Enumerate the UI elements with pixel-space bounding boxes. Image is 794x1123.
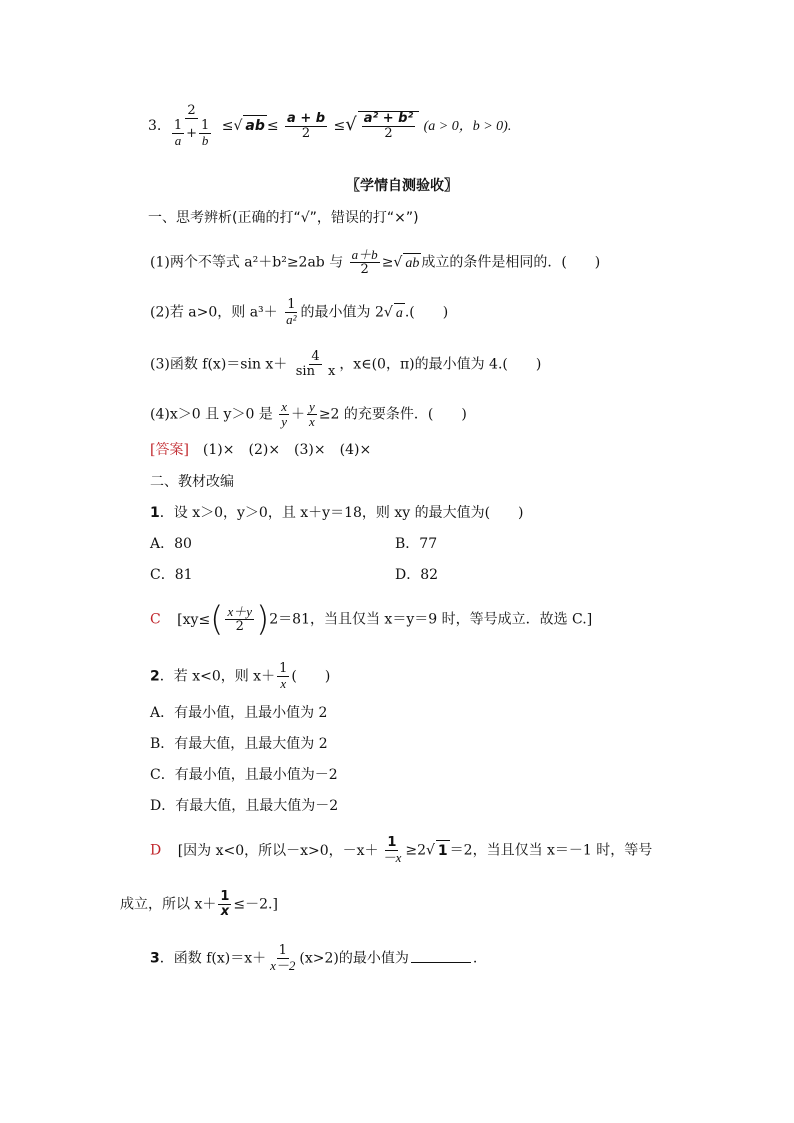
problem-3-stem: 3．函数 f(x)＝x＋ $\frac{1}{x-2}$ (x>2)的最小值为 .: [150, 943, 478, 973]
problem-2-option-b: B．有最大值，且最大值为 2: [150, 736, 328, 752]
problem-1-solution: C [xy≤( $\frac{x+y}{2}$ )2＝81，当且仅当 x＝y＝9 时，等号成立．故选 C.]: [150, 599, 593, 640]
problem-2-solution: D [因为 x<0，所以－x>0，－x＋ $\frac{1}{-x}$ ≥2√ 1 ＝2，当且仅当 x＝－1 时，等号: [150, 835, 653, 865]
problem-1-option-a: A．80: [150, 536, 192, 552]
problem-2-option-a: A．有最小值，且最小值为 2: [150, 705, 328, 721]
mean-inequality-formula: 3. 2 $\frac{1}{a}$ + $\frac{1}{b}$ ≤√ ab ≤ $\frac{a + b}{2}$ ≤√ $\frac{\text{a² + b²}}{2}$ (a > 0，b > 0).: [148, 103, 512, 148]
arithmetic-mean-fraction: $\frac{a + b}{2}$: [287, 110, 326, 141]
problem-2-option-c: C．有最小值，且最小值为－2: [150, 767, 338, 783]
problem-2-stem: 2．若 x<0，则 x＋ $\frac{1}{x}$ ( ): [150, 661, 331, 691]
judge-item-4: (4)x＞0 且 y＞0 是 $\frac{x}{y}$ ＋ $\frac{y}{x}$ ≥2 的充要条件．( ): [150, 399, 467, 429]
judge-item-2: (2)若 a>0，则 a³＋ $\frac{1}{\text{a²}}$ 的最小值为 2√ a .( ): [150, 297, 449, 327]
problem-2-option-d: D．有最大值，且最大值为－2: [150, 798, 339, 814]
part1-heading: 一、思考辨析(正确的打“√”，错误的打“×”): [148, 210, 419, 226]
problem-1-option-b: B．77: [395, 536, 438, 552]
problem-1-stem: 1．设 x＞0，y＞0，且 x＋y＝18，则 xy 的最大值为( ): [150, 505, 524, 521]
part2-heading: 二、教材改编: [150, 474, 234, 490]
answer-label: [答案]: [150, 442, 189, 458]
section-title: 〖学情自测验收〗: [346, 178, 458, 194]
judge-item-3: (3)函数 f(x)＝sin x＋ $\frac{4}{\text{sin x}}$ ，x∈(0，π)的最小值为 4.( ): [150, 349, 542, 379]
problem-2-answer-letter: D: [150, 842, 162, 859]
problem-1-option-d: D．82: [395, 567, 439, 583]
judge-item-1: (1)两个不等式 a²＋b²≥2ab 与 $\frac{a+b}{2}$ ≥√ ab 成立的条件是相同的．( ): [150, 247, 601, 277]
problem-1-answer-letter: C: [150, 611, 161, 628]
problem-1-option-c: C．81: [150, 567, 193, 583]
problem-2-solution-continued: 成立，所以 x＋ $\frac{1}{x}$ ≤－2.]: [120, 889, 278, 919]
answer-line: [答案] (1)× (2)× (3)× (4)×: [150, 442, 372, 458]
answer-blank: [411, 948, 471, 963]
harmonic-mean-fraction: 2 $\frac{1}{a}$ + $\frac{1}{b}$: [173, 103, 210, 148]
